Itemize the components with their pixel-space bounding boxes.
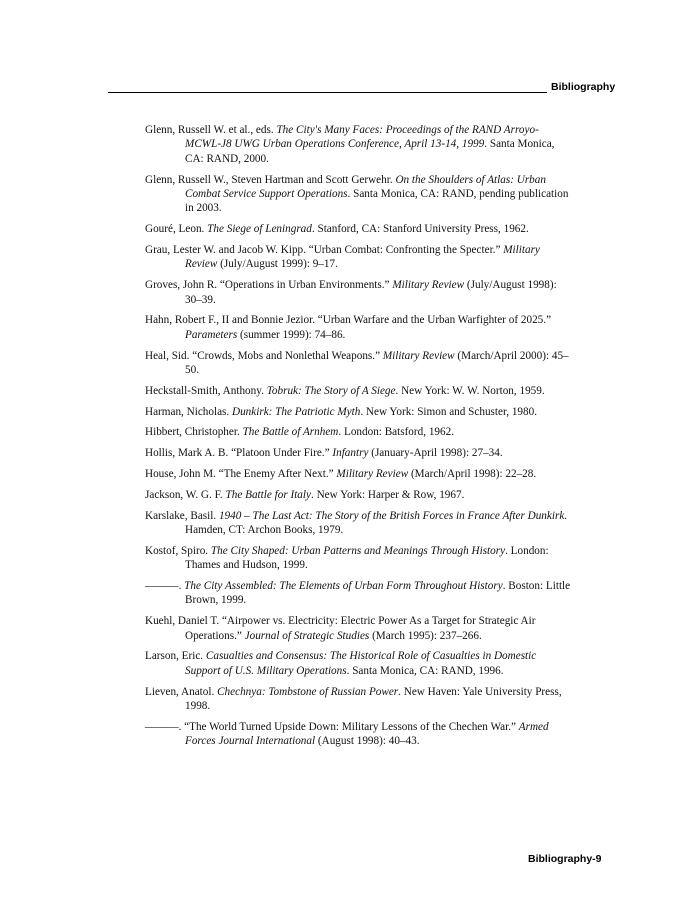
bibliography-entry: Hahn, Robert F., II and Bonnie Jezior. “Urban Warfare and the Urban Warfighter of 2025.” Parameters (summer 1999): 74–86. — [145, 314, 552, 341]
bibliography-entry: Harman, Nicholas. Dunkirk: The Patriotic Myth. New York: Simon and Schuster, 1980. — [145, 405, 538, 418]
bibliography-entry: Kostof, Spiro. The City Shaped: Urban Patterns and Meanings Through History. London: Thames and Hudson, 1999. — [145, 544, 549, 572]
bibliography-entry: ———. The City Assembled: The Elements of Urban Form Throughout History. Boston: Little Brown, 1999. — [145, 580, 571, 607]
bibliography-entry: Heckstall-Smith, Anthony. Tobruk: The Story of A Siege. New York: W. W. Norton, 1959. — [145, 384, 545, 397]
bibliography-entry: Kuehl, Daniel T. “Airpower vs. Electricity: Electric Power As a Target for Strategic Air Operations.” Journal of Strategic Studies (March 1995): 237–266. — [145, 615, 536, 642]
bibliography-entry: Hollis, Mark A. B. “Platoon Under Fire.” Infantry (January-April 1998): 27–34. — [145, 447, 503, 460]
header-rule — [108, 92, 547, 93]
page-number-footer: Bibliography-9 — [528, 853, 602, 865]
bibliography-entry: Grau, Lester W. and Jacob W. Kipp. “Urban Combat: Confronting the Specter.” Military Review (July/August 1999): 9–17. — [145, 244, 540, 271]
running-header-title: Bibliography — [551, 81, 616, 93]
bibliography-entry: Gouré, Leon. The Siege of Leningrad. Stanford, CA: Stanford University Press, 1962. — [145, 223, 529, 236]
bibliography-list — [145, 123, 573, 755]
bibliography-entry: Lieven, Anatol. Chechnya: Tombstone of Russian Power. New Haven: Yale University Press, 1998. — [145, 685, 562, 713]
bibliography-entry: Heal, Sid. “Crowds, Mobs and Nonlethal Weapons.” Military Review (March/April 2000): 45–50. — [145, 349, 569, 377]
bibliography-entry: Groves, John R. “Operations in Urban Environments.” Military Review (July/August 1998): 30–39. — [145, 279, 557, 306]
bibliography-entry: Larson, Eric. Casualties and Consensus: The Historical Role of Casualties in Domestic Support of U.S. Military Operations. Santa Monica, CA: RAND, 1996. — [145, 650, 537, 677]
bibliography-entry: Glenn, Russell W., Steven Hartman and Scott Gerwehr. On the Shoulders of Atlas: Urban Combat Service Support Operations. Santa Monica, CA: RAND, pending publication in 2003. — [145, 173, 569, 215]
bibliography-entry: Hibbert, Christopher. The Battle of Arnhem. London: Batsford, 1962. — [145, 426, 454, 439]
bibliography-entry: ———. “The World Turned Upside Down: Military Lessons of the Chechen War.” Armed Forces Journal International (August 1998): 40–43. — [145, 720, 549, 748]
bibliography-entry: House, John M. “The Enemy After Next.” Military Review (March/April 1998): 22–28. — [145, 468, 537, 481]
bibliography-entry: Glenn, Russell W. et al., eds. The City's Many Faces: Proceedings of the RAND Arroyo-MCWL-J8 UWG Urban Operations Conference, April 13-14, 1999. Santa Monica, CA: RAND, 2000. — [145, 124, 555, 165]
bibliography-entry: Karslake, Basil. 1940 – The Last Act: The Story of the British Forces in France After Dunkirk. Hamden, CT: Archon Books, 1979. — [145, 509, 568, 537]
bibliography-entry: Jackson, W. G. F. The Battle for Italy. New York: Harper & Row, 1967. — [145, 488, 465, 501]
